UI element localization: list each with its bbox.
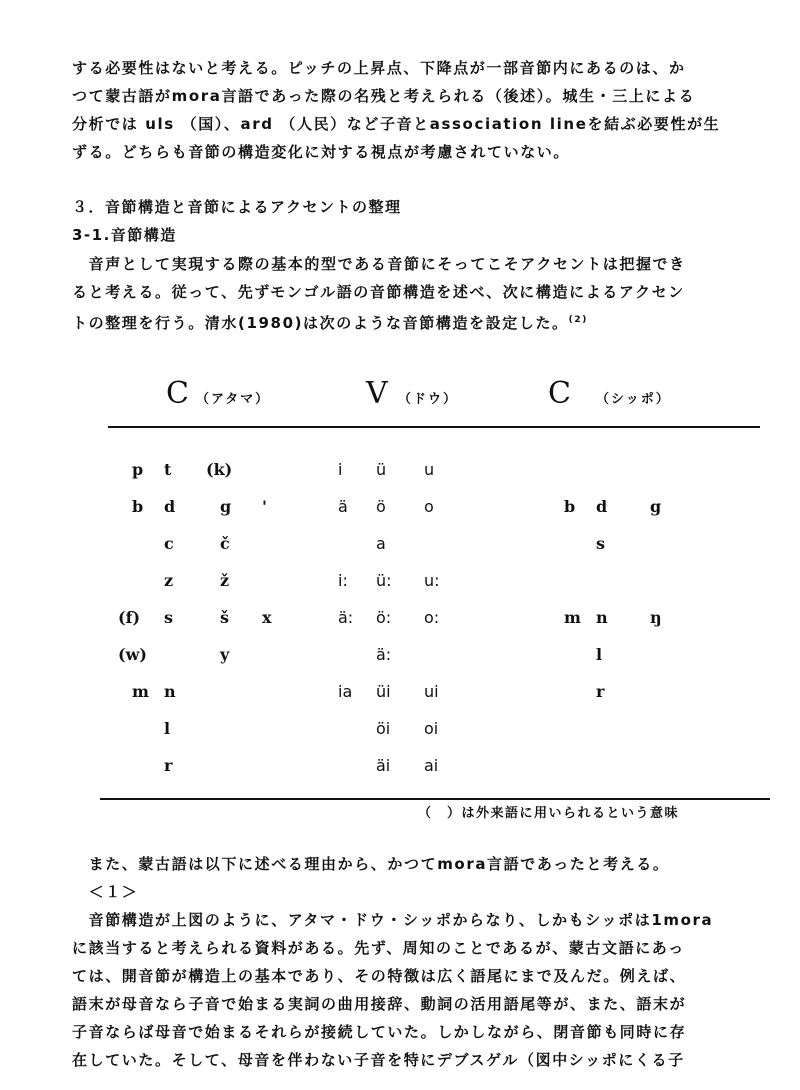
nucleus-header-letter: V <box>366 376 388 411</box>
text-line: つて蒙古語がmora言語であった際の名残と考えられる（後述）。城生・三上による <box>72 87 696 105</box>
nucleus-cell: o: <box>424 608 440 627</box>
nucleus-cell: a <box>376 534 386 553</box>
onset-cell: (f) <box>118 608 141 627</box>
nucleus-header-kana: （ドウ） <box>398 392 459 407</box>
nucleus-cell: u: <box>424 571 440 590</box>
nucleus-cell: u <box>424 460 435 479</box>
onset-cell: x <box>262 608 272 627</box>
onset-cell: c <box>164 534 174 553</box>
onset-cell: m <box>132 682 149 701</box>
onset-cell: t <box>164 460 172 479</box>
nucleus-cell: i: <box>338 571 348 590</box>
nucleus-cell: ü <box>376 460 387 479</box>
nucleus-cell: i <box>338 460 343 479</box>
onset-cell: g <box>220 497 232 516</box>
onset-cell: n <box>164 682 176 701</box>
onset-cell: d <box>164 497 176 516</box>
top-paragraph <box>72 54 762 166</box>
nucleus-cell: ü: <box>376 571 392 590</box>
nucleus-cell: ä: <box>376 645 392 664</box>
nucleus-cell: ui <box>424 682 439 701</box>
coda-cell: l <box>596 645 603 664</box>
table-note: （ ）は外来語に用いられるという意味 <box>418 806 680 821</box>
nucleus-cell: ai <box>424 756 439 775</box>
nucleus-cell: ä: <box>338 608 354 627</box>
nucleus-cell: ia <box>338 682 353 701</box>
nucleus-cell: öi <box>376 719 391 738</box>
text-line: また、蒙古語は以下に述べる理由から、かつてmora言語であったと考える。 <box>72 855 670 873</box>
coda-cell: b <box>564 497 576 516</box>
text-line: 音声として実現する際の基本的型である音節にそってこそアクセントは把握でき <box>72 255 686 273</box>
coda-cell: s <box>596 534 606 553</box>
onset-header-letter: C <box>166 376 189 411</box>
text-line: ＜１＞ <box>72 883 139 901</box>
text-line: 子音ならば母音で始まるそれらが接続していた。しかしながら、閉音節も同時に存 <box>72 1023 687 1041</box>
text-line <box>72 306 762 337</box>
onset-cell: l <box>164 719 171 738</box>
nucleus-cell: o <box>424 497 434 516</box>
coda-cell: m <box>564 608 581 627</box>
onset-cell: š <box>220 608 230 627</box>
nucleus-cell: ä <box>338 497 348 516</box>
nucleus-cell: äi <box>376 756 391 775</box>
onset-cell: r <box>164 756 173 775</box>
nucleus-cell: ö: <box>376 608 392 627</box>
onset-cell: ' <box>262 497 267 516</box>
onset-header-kana: （アタマ） <box>196 392 271 407</box>
coda-cell: n <box>596 608 608 627</box>
coda-cell: g <box>650 497 662 516</box>
text-line: 在していた。そして、母音を伴わない子音を特にデブスゲル（図中シッポにくる子 <box>72 1051 685 1069</box>
coda-cell: r <box>596 682 605 701</box>
table-bottom-rule <box>100 798 770 800</box>
coda-header-kana: （シッポ） <box>596 392 671 407</box>
onset-cell: z <box>164 571 174 590</box>
coda-cell: ŋ <box>650 608 662 627</box>
onset-cell: y <box>220 645 230 664</box>
onset-cell: (k) <box>206 460 233 479</box>
text-line: ずる。どちらも音節の構造変化に対する視点が考慮されていない。 <box>72 143 571 161</box>
text-line: 音節構造が上図のように、アタマ・ドウ・シッポからなり、しかもシッポは1mora <box>72 911 714 929</box>
text-line: する必要性はないと考える。ピッチの上昇点、下降点が一部音節内にあるのは、か <box>72 59 686 77</box>
text-line: ては、開音節が構造上の基本であり、その特徴は広く語尾にまで及んだ。例えば、 <box>72 967 687 985</box>
onset-cell: č <box>220 534 230 553</box>
nucleus-cell: oi <box>424 719 439 738</box>
onset-cell: (w) <box>118 645 147 664</box>
onset-cell: ž <box>220 571 230 590</box>
onset-cell: s <box>164 608 174 627</box>
text-line-content: トの整理を行う。清水(1980)は次のような音節構造を設定した。 <box>72 314 569 332</box>
text-line: ると考える。従って、先ずモンゴル語の音節構造を述べ、次に構造によるアクセン <box>72 283 685 301</box>
intro-paragraph <box>72 250 762 337</box>
text-line: 語末が母音なら子音で始まる実詞の曲用接辞、動詞の活用語尾等が、また、語末が <box>72 995 687 1013</box>
footnote-ref: (2) <box>568 315 588 325</box>
nucleus-cell: ö <box>376 497 386 516</box>
text-line: に該当すると考えられる資料がある。先ず、周知のことであるが、蒙古文語にあっ <box>72 939 685 957</box>
table-top-rule <box>108 426 760 428</box>
bottom-paragraph <box>72 850 762 1074</box>
section-heading: ３．音節構造と音節によるアクセントの整理 <box>72 198 402 216</box>
subsection-heading: 3-1.音節構造 <box>72 226 177 244</box>
text-line: 分析では uls （国）、ard （人民）など子音とassociation lineを結ぶ必要性が生 <box>72 115 721 133</box>
onset-cell: p <box>132 460 144 479</box>
coda-cell: d <box>596 497 608 516</box>
onset-cell: b <box>132 497 144 516</box>
coda-header-letter: C <box>548 376 571 411</box>
nucleus-cell: üi <box>376 682 391 701</box>
